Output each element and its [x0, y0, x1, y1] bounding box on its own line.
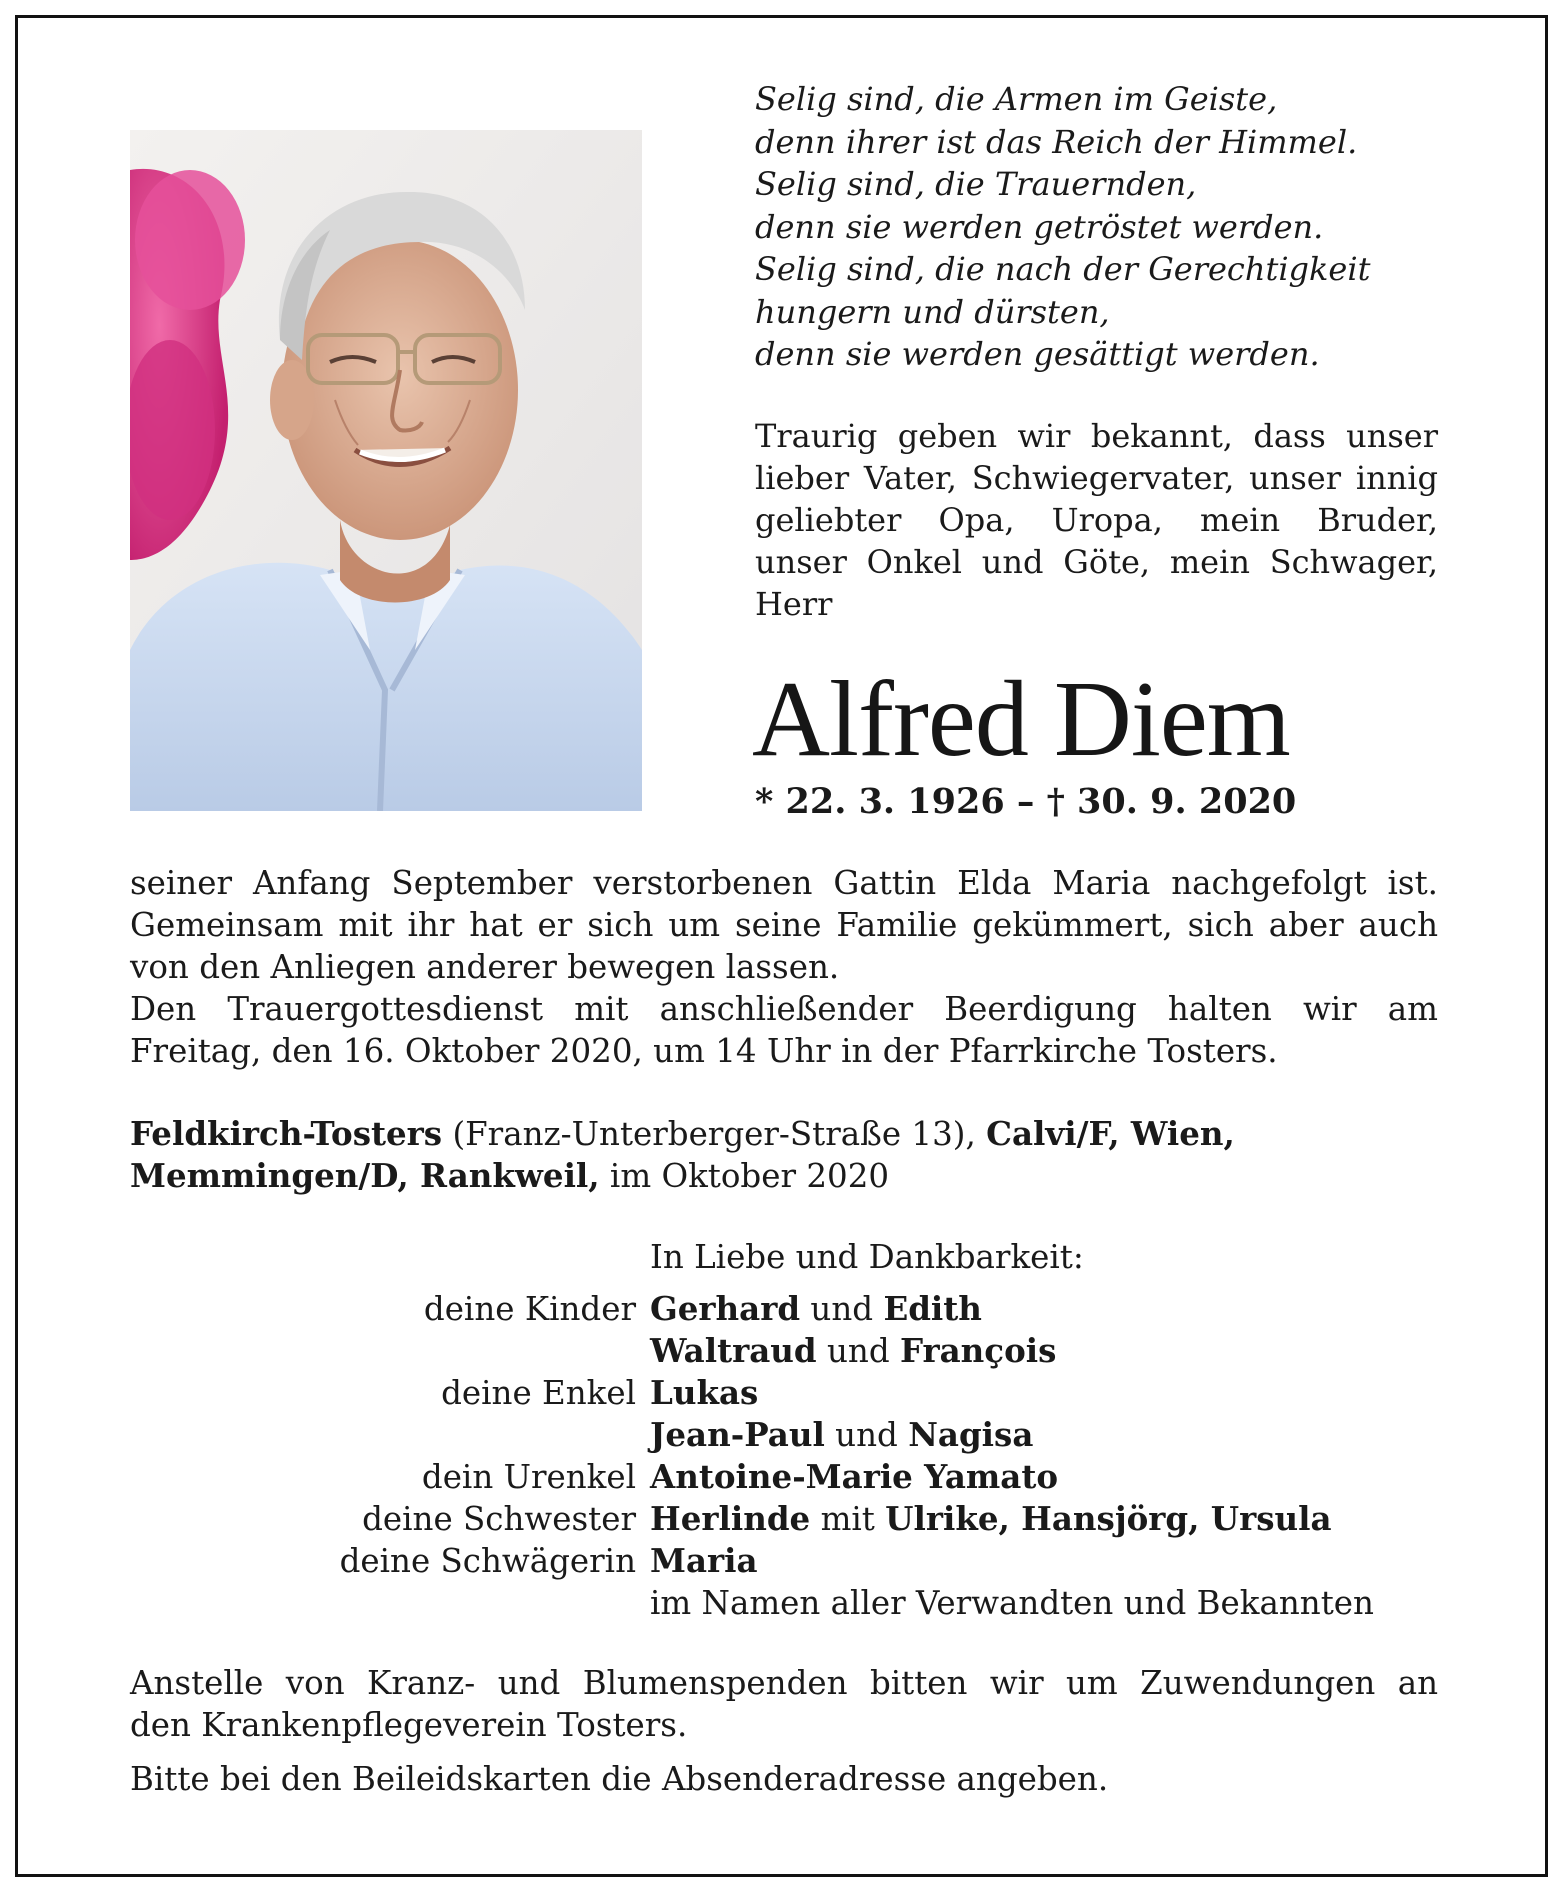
- body-line: Den Trauergottesdienst mit anschließender Beerdigung halten wir am: [130, 990, 1438, 1028]
- family-row: [130, 1330, 1470, 1372]
- verse-line: denn sie werden gesättigt werden.: [755, 335, 1320, 373]
- relation-label: deine Schwester: [362, 1500, 636, 1538]
- intro-line: lieber Vater, Schwiegervater, unser innig: [755, 459, 1438, 497]
- announcement-body: [130, 862, 1438, 1072]
- bible-verse: [755, 78, 1475, 376]
- intro-line: unser Onkel und Göte, mein Schwager,: [755, 543, 1438, 581]
- verse-line: denn sie werden getröstet werden.: [755, 207, 1324, 246]
- verse-line: Selig sind, die Trauernden,: [755, 165, 1197, 203]
- relation-label: [130, 1330, 650, 1372]
- place-date: im Oktober 2020: [599, 1157, 890, 1195]
- family-row: [130, 1372, 1470, 1414]
- life-dates: * 22. 3. 1926 – † 30. 9. 2020: [755, 781, 1297, 822]
- relation-label: deine Kinder: [423, 1290, 636, 1328]
- body-line: von den Anliegen anderer bewegen lassen.: [130, 948, 840, 986]
- relation-label: deine Enkel: [441, 1374, 636, 1412]
- body-line: Freitag, den 16. Oktober 2020, um 14 Uhr in der Pfarrkirche Tosters.: [130, 1032, 1278, 1070]
- intro-line: geliebter Opa, Uropa, mein Bruder,: [755, 501, 1438, 539]
- closing-notes: [130, 1662, 1438, 1800]
- verse-line: Selig sind, die Armen im Geiste,: [755, 80, 1278, 118]
- family-list: [130, 1288, 1470, 1624]
- family-names: Maria: [650, 1541, 758, 1580]
- relation-label: dein Urenkel: [421, 1458, 636, 1496]
- family-row: [130, 1498, 1470, 1540]
- family-row: [130, 1288, 1470, 1330]
- family-row: [130, 1414, 1470, 1456]
- verse-line: hungern und dürsten,: [755, 292, 1110, 331]
- place-line: [130, 1113, 1438, 1155]
- relation-label: [130, 1582, 650, 1624]
- gratitude-line: In Liebe und Dankbarkeit:: [650, 1238, 1084, 1276]
- deceased-name: Alfred Diem: [752, 660, 1290, 779]
- relation-label: [130, 1414, 650, 1456]
- intro-line: Herr: [755, 585, 833, 623]
- family-names: Herlinde mit Ulrike, Hansjörg, Ursula: [650, 1499, 1332, 1538]
- place-and-date: [130, 1113, 1438, 1197]
- family-names: Jean-Paul und Nagisa: [650, 1415, 1034, 1454]
- place-address: (Franz-Unterberger-Straße 13),: [442, 1115, 987, 1153]
- family-row: [130, 1456, 1470, 1498]
- family-names: Antoine-Marie Yamato: [650, 1457, 1059, 1496]
- family-names: Waltraud und François: [650, 1331, 1057, 1370]
- place-city: Feldkirch-Tosters: [130, 1114, 443, 1153]
- family-names: Lukas: [650, 1373, 759, 1412]
- place-cities: Memmingen/D, Rankweil,: [130, 1156, 600, 1195]
- family-names: Gerhard und Edith: [650, 1289, 982, 1328]
- relation-label: deine Schwägerin: [339, 1542, 636, 1580]
- verse-line: denn ihrer ist das Reich der Himmel.: [755, 122, 1358, 161]
- place-line: [130, 1155, 1438, 1197]
- portrait-photo: [130, 130, 642, 811]
- place-cities: Calvi/F, Wien,: [986, 1114, 1235, 1153]
- spacer: [130, 1746, 1438, 1758]
- family-row: [130, 1540, 1470, 1582]
- body-line: Gemeinsam mit ihr hat er sich um seine Familie gekümmert, sich aber auch: [130, 906, 1438, 944]
- family-names: im Namen aller Verwandten und Bekannten: [650, 1584, 1374, 1622]
- announcement-intro: [755, 415, 1438, 625]
- verse-line: Selig sind, die nach der Gerechtigkeit: [755, 250, 1371, 288]
- closing-line: Bitte bei den Beileidskarten die Absenderadresse angeben.: [130, 1760, 1109, 1798]
- closing-line: den Krankenpflegeverein Tosters.: [130, 1706, 688, 1744]
- family-row: [130, 1582, 1470, 1624]
- intro-line: Traurig geben wir bekannt, dass unser: [755, 417, 1438, 455]
- body-line: seiner Anfang September verstorbenen Gattin Elda Maria nachgefolgt ist.: [130, 864, 1438, 902]
- closing-line: Anstelle von Kranz- und Blumenspenden bitten wir um Zuwendungen an: [130, 1664, 1438, 1702]
